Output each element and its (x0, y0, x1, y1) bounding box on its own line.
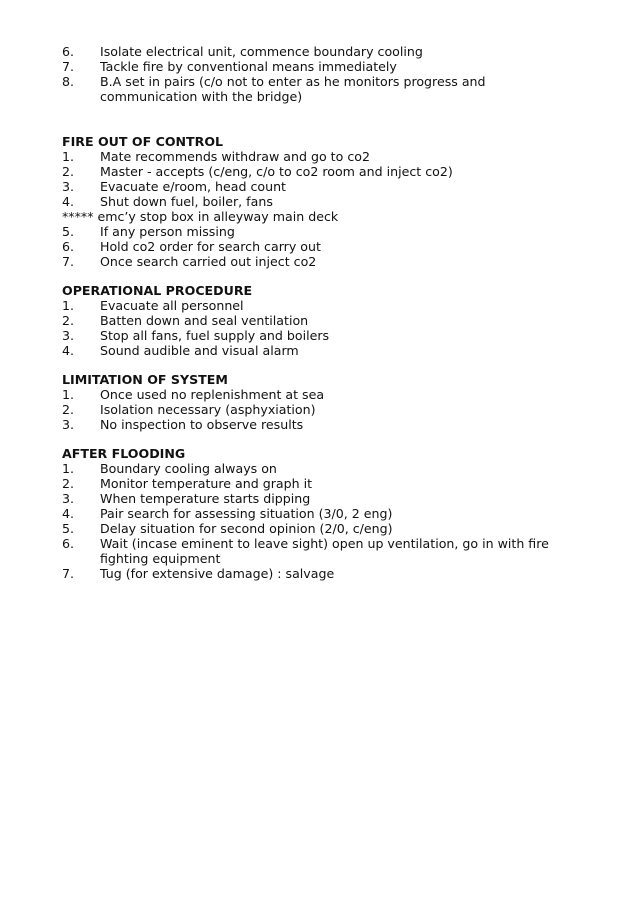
item-text: Delay situation for second opinion (2/0, c/eng) (100, 521, 393, 536)
item-text: Isolate electrical unit, commence boundary cooling (100, 44, 423, 59)
list-item (62, 298, 602, 313)
item-number: 1. (62, 461, 75, 476)
list-item (62, 239, 602, 254)
note-text: ***** emc’y stop box in alleyway main deck (62, 209, 339, 224)
item-number: 4. (62, 506, 75, 521)
list-item (62, 313, 602, 328)
item-number: 3. (62, 328, 75, 343)
list-item (62, 402, 602, 417)
item-text: Evacuate e/room, head count (100, 179, 286, 194)
item-number: 7. (62, 59, 75, 74)
list-item (62, 461, 602, 476)
list-item (62, 328, 602, 343)
section-fire-out-of-control (62, 134, 602, 269)
section-operational-procedure (62, 283, 602, 358)
item-number: 7. (62, 566, 75, 581)
item-text: Monitor temperature and graph it (100, 476, 313, 491)
item-number: 2. (62, 313, 75, 328)
heading-text: AFTER FLOODING (62, 446, 186, 461)
item-text: Once used no replenishment at sea (100, 387, 325, 402)
list-item (62, 521, 602, 536)
section-heading (62, 446, 602, 461)
item-text: B.A set in pairs (c/o not to enter as he monitors progress and (100, 74, 486, 89)
list-item (62, 224, 602, 239)
item-text: Evacuate all personnel (100, 298, 244, 313)
item-text: Shut down fuel, boiler, fans (100, 194, 273, 209)
item-text: Stop all fans, fuel supply and boilers (100, 328, 330, 343)
item-text: Wait (incase eminent to leave sight) open up ventilation, go in with fire (100, 536, 549, 551)
list-item (62, 387, 602, 402)
item-text: When temperature starts dipping (100, 491, 311, 506)
item-number: 1. (62, 149, 75, 164)
item-number: 7. (62, 254, 75, 269)
item-number: 6. (62, 536, 75, 551)
item-number: 1. (62, 387, 75, 402)
item-text: fighting equipment (100, 551, 221, 566)
item-number: 4. (62, 343, 75, 358)
item-number: 5. (62, 521, 75, 536)
item-text: Isolation necessary (asphyxiation) (100, 402, 316, 417)
item-number: 6. (62, 239, 75, 254)
list-item (62, 59, 602, 74)
heading-text: LIMITATION OF SYSTEM (62, 372, 228, 387)
item-text: Once search carried out inject co2 (100, 254, 317, 269)
list-item (62, 44, 602, 59)
list-item-continuation (62, 551, 602, 566)
item-text: Master - accepts (c/eng, c/o to co2 room and inject co2) (100, 164, 453, 179)
list-item (62, 566, 602, 581)
section-heading (62, 372, 602, 387)
item-number: 4. (62, 194, 75, 209)
list-item (62, 491, 602, 506)
list-item-continuation (62, 89, 602, 104)
document-page (62, 44, 602, 581)
heading-text: OPERATIONAL PROCEDURE (62, 283, 253, 298)
list-item (62, 194, 602, 209)
item-number: 2. (62, 402, 75, 417)
item-text: Batten down and seal ventilation (100, 313, 309, 328)
list-item (62, 179, 602, 194)
list-item (62, 343, 602, 358)
intro-list (62, 44, 602, 104)
item-text: communication with the bridge) (100, 89, 303, 104)
item-text: Tug (for extensive damage) : salvage (100, 566, 335, 581)
item-number: 3. (62, 179, 75, 194)
item-number: 8. (62, 74, 75, 89)
item-text: If any person missing (100, 224, 235, 239)
section-heading (62, 283, 602, 298)
list-item (62, 254, 602, 269)
section-heading (62, 134, 602, 149)
list-item (62, 417, 602, 432)
list-item (62, 506, 602, 521)
list-item (62, 536, 602, 551)
item-text: Mate recommends withdraw and go to co2 (100, 149, 370, 164)
item-number: 2. (62, 164, 75, 179)
list-item (62, 74, 602, 89)
section-limitation-of-system (62, 372, 602, 432)
item-number: 2. (62, 476, 75, 491)
note-line (62, 209, 602, 224)
section-after-flooding (62, 446, 602, 581)
heading-text: FIRE OUT OF CONTROL (62, 134, 224, 149)
item-text: Sound audible and visual alarm (100, 343, 299, 358)
item-number: 5. (62, 224, 75, 239)
item-number: 1. (62, 298, 75, 313)
item-text: No inspection to observe results (100, 417, 304, 432)
item-text: Boundary cooling always on (100, 461, 277, 476)
list-item (62, 149, 602, 164)
item-text: Hold co2 order for search carry out (100, 239, 321, 254)
list-item (62, 476, 602, 491)
item-text: Tackle fire by conventional means immediately (100, 59, 397, 74)
list-item (62, 164, 602, 179)
item-number: 3. (62, 491, 75, 506)
item-text: Pair search for assessing situation (3/0, 2 eng) (100, 506, 393, 521)
item-number: 3. (62, 417, 75, 432)
item-number: 6. (62, 44, 75, 59)
